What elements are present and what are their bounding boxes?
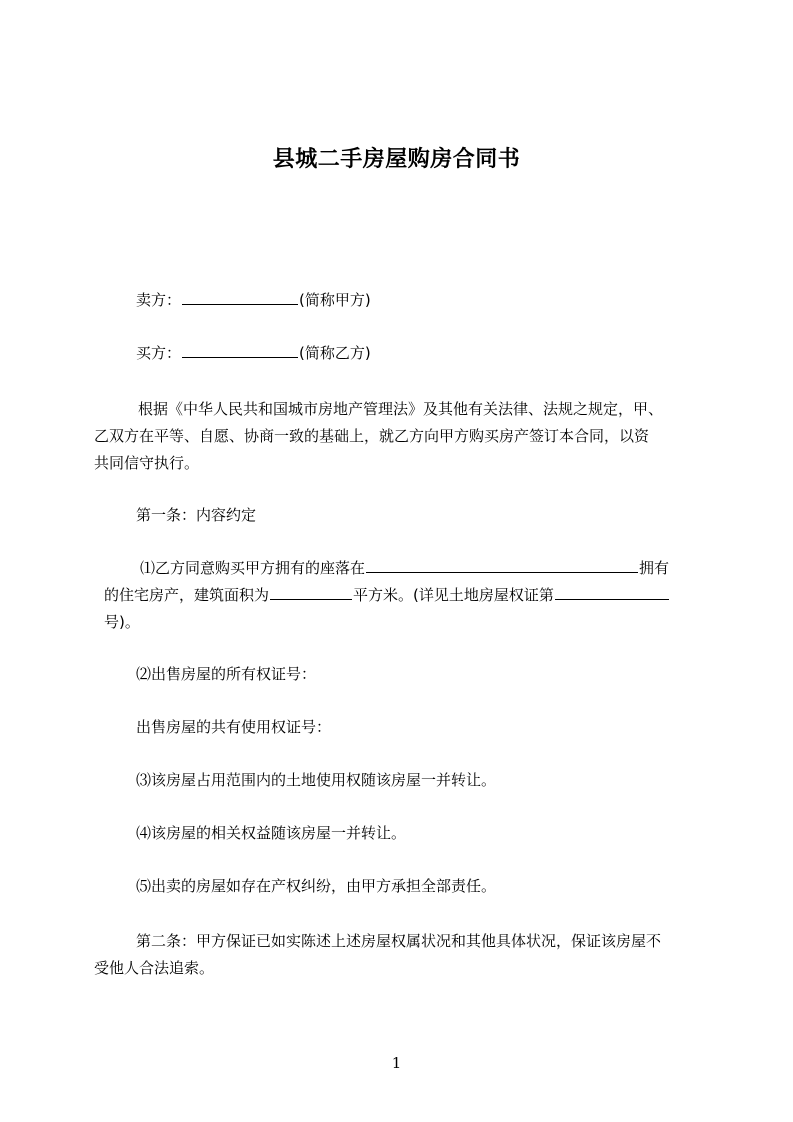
article1-heading: 第一条：内容约定 bbox=[136, 506, 257, 524]
item1-part2: 拥有 bbox=[639, 559, 670, 577]
article1-item2b: 出售房屋的共有使用权证号： bbox=[136, 718, 332, 736]
article1-item5: ⑸出卖的房屋如存在产权纠纷，由甲方承担全部责任。 bbox=[136, 877, 497, 895]
article1-item3: ⑶该房屋占用范围内的土地使用权随该房屋一并转让。 bbox=[136, 771, 497, 789]
article1-item2: ⑵出售房屋的所有权证号： bbox=[136, 665, 317, 683]
seller-line bbox=[136, 287, 371, 314]
article2-line-1: 第二条：甲方保证已如实陈述上述房屋权属状况和其他具体状况，保证该房屋不 bbox=[136, 932, 662, 950]
buyer-line bbox=[136, 340, 371, 367]
preamble-line-2: 乙双方在平等、自愿、协商一致的基础上，就乙方向甲方购买房产签订本合同，以资 bbox=[94, 427, 650, 445]
buyer-label: 买方： bbox=[136, 344, 182, 362]
page-number: 1 bbox=[391, 1054, 402, 1072]
certificate-number-blank bbox=[555, 583, 669, 600]
buyer-suffix: (简称乙方) bbox=[299, 344, 371, 362]
preamble-line-1: 根据《中华人民共和国城市房地产管理法》及其他有关法律、法规之规定，甲、 bbox=[138, 400, 664, 418]
seller-label: 卖方： bbox=[136, 291, 182, 309]
seller-suffix: (简称甲方) bbox=[299, 291, 371, 309]
article1-item1-line2 bbox=[104, 582, 670, 609]
location-blank bbox=[366, 556, 638, 573]
preamble-line-3: 共同信守执行。 bbox=[94, 454, 200, 472]
seller-name-blank bbox=[182, 288, 298, 305]
item1-part4: 平方米。(详见土地房屋权证第 bbox=[353, 586, 554, 604]
area-blank bbox=[270, 583, 352, 600]
article2-line-2: 受他人合法追索。 bbox=[94, 959, 215, 977]
item1-part1: ⑴乙方同意购买甲方拥有的座落在 bbox=[140, 559, 366, 577]
buyer-name-blank bbox=[182, 341, 298, 358]
article1-item1-line1 bbox=[140, 555, 669, 582]
article1-item4: ⑷该房屋的相关权益随该房屋一并转让。 bbox=[136, 824, 407, 842]
document-title: 县城二手房屋购房合同书 bbox=[272, 147, 521, 172]
item1-part3: 的住宅房产，建筑面积为 bbox=[104, 586, 270, 604]
article1-item1-line3: 号)。 bbox=[104, 613, 140, 631]
